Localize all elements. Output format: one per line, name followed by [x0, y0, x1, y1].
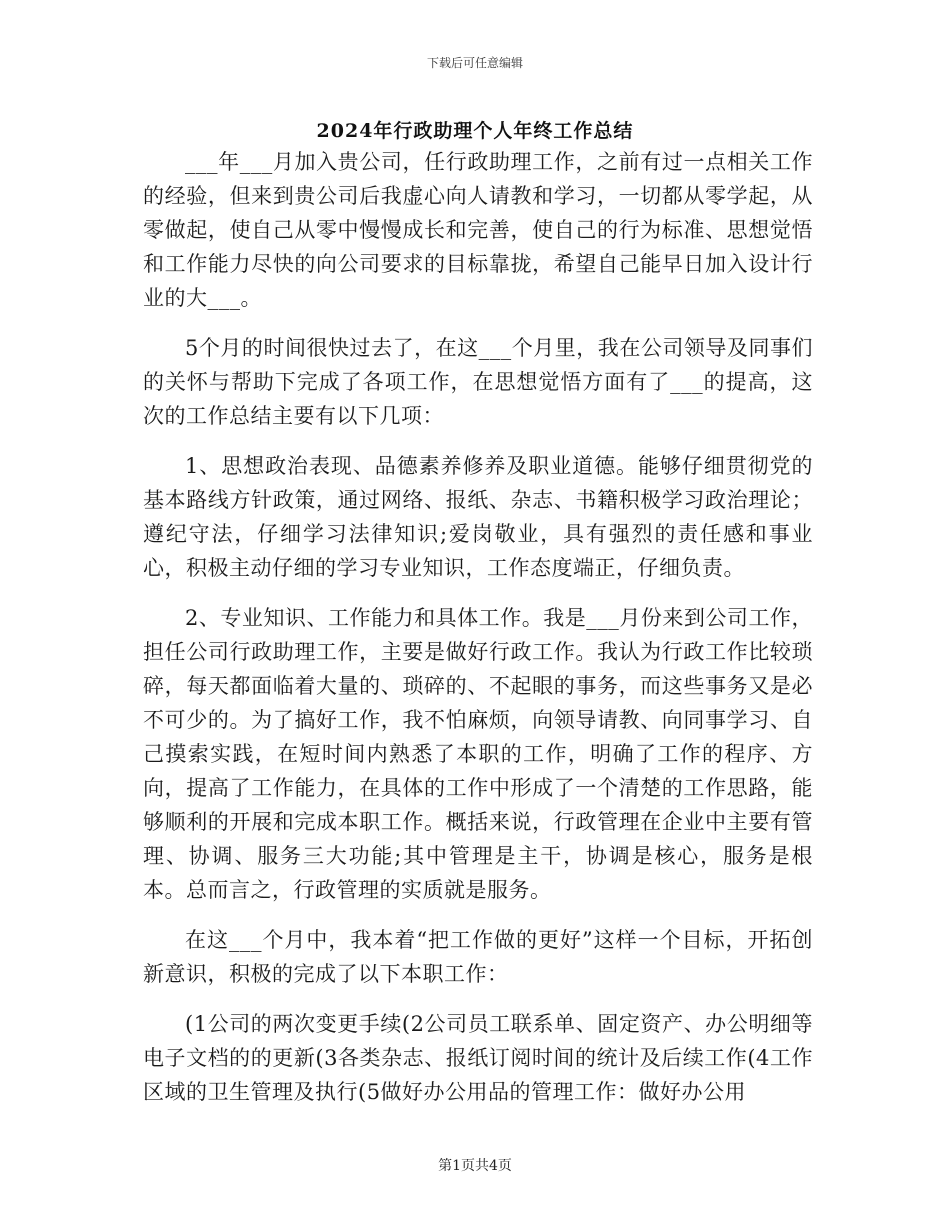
- page-header: 下载后可任意编辑: [426, 56, 523, 70]
- document-title: 2024年行政助理个人年终工作总结: [316, 120, 634, 142]
- document-body: [143, 145, 813, 1109]
- paragraph-task-list: (1公司的两次变更手续(2公司员工联系单、固定资产、办公明细等电子文档的的更新(3各类杂志、报纸订阅时间的统计及后续工作(4工作区域的卫生管理及执行(5做好办公用品的管理工作：做好办公用: [143, 1012, 813, 1104]
- page-number: 第1页共4页: [438, 1158, 512, 1174]
- paragraph-item-1: 1、思想政治表现、品德素养修养及职业道德。能够仔细贯彻党的基本路线方针政策，通过网络、报纸、杂志、书籍积极学习政治理论；遵纪守法，仔细学习法律知识;爱岗敬业，具有强烈的责任感和事业心，积极主动仔细的学习专业知识，工作态度端正，仔细负责。: [143, 454, 813, 580]
- paragraph-goal: 在这___个月中，我本着“把工作做的更好”这样一个目标，开拓创新意识，积极的完成了以下本职工作：: [143, 928, 813, 986]
- paragraph-summary: 5个月的时间很快过去了，在这___个月里，我在公司领导及同事们的关怀与帮助下完成了各项工作，在思想觉悟方面有了___的提高，这次的工作总结主要有以下几项：: [143, 336, 813, 428]
- paragraph-intro: ___年___月加入贵公司，任行政助理工作，之前有过一点相关工作的经验，但来到贵公司后我虚心向人请教和学习，一切都从零学起，从零做起，使自己从零中慢慢成长和完善，使自己的行为标准、思想觉悟和工作能力尽快的向公司要求的目标靠拢，希望自己能早日加入设计行业的大___。: [143, 150, 813, 310]
- paragraph-item-2: 2、专业知识、工作能力和具体工作。我是___月份来到公司工作，担任公司行政助理工作，主要是做好行政工作。我认为行政工作比较琐碎，每天都面临着大量的、琐碎的、不起眼的事务，而这些事务又是必不可少的。为了搞好工作，我不怕麻烦，向领导请教、向同事学习、自己摸索实践，在短时间内熟悉了本职的工作，明确了工作的程序、方向，提高了工作能力，在具体的工作中形成了一个清楚的工作思路，能够顺利的开展和完成本职工作。概括来说，行政管理在企业中主要有管理、协调、服务三大功能;其中管理是主干，协调是核心，服务是根本。总而言之，行政管理的实质就是服务。: [143, 606, 813, 902]
